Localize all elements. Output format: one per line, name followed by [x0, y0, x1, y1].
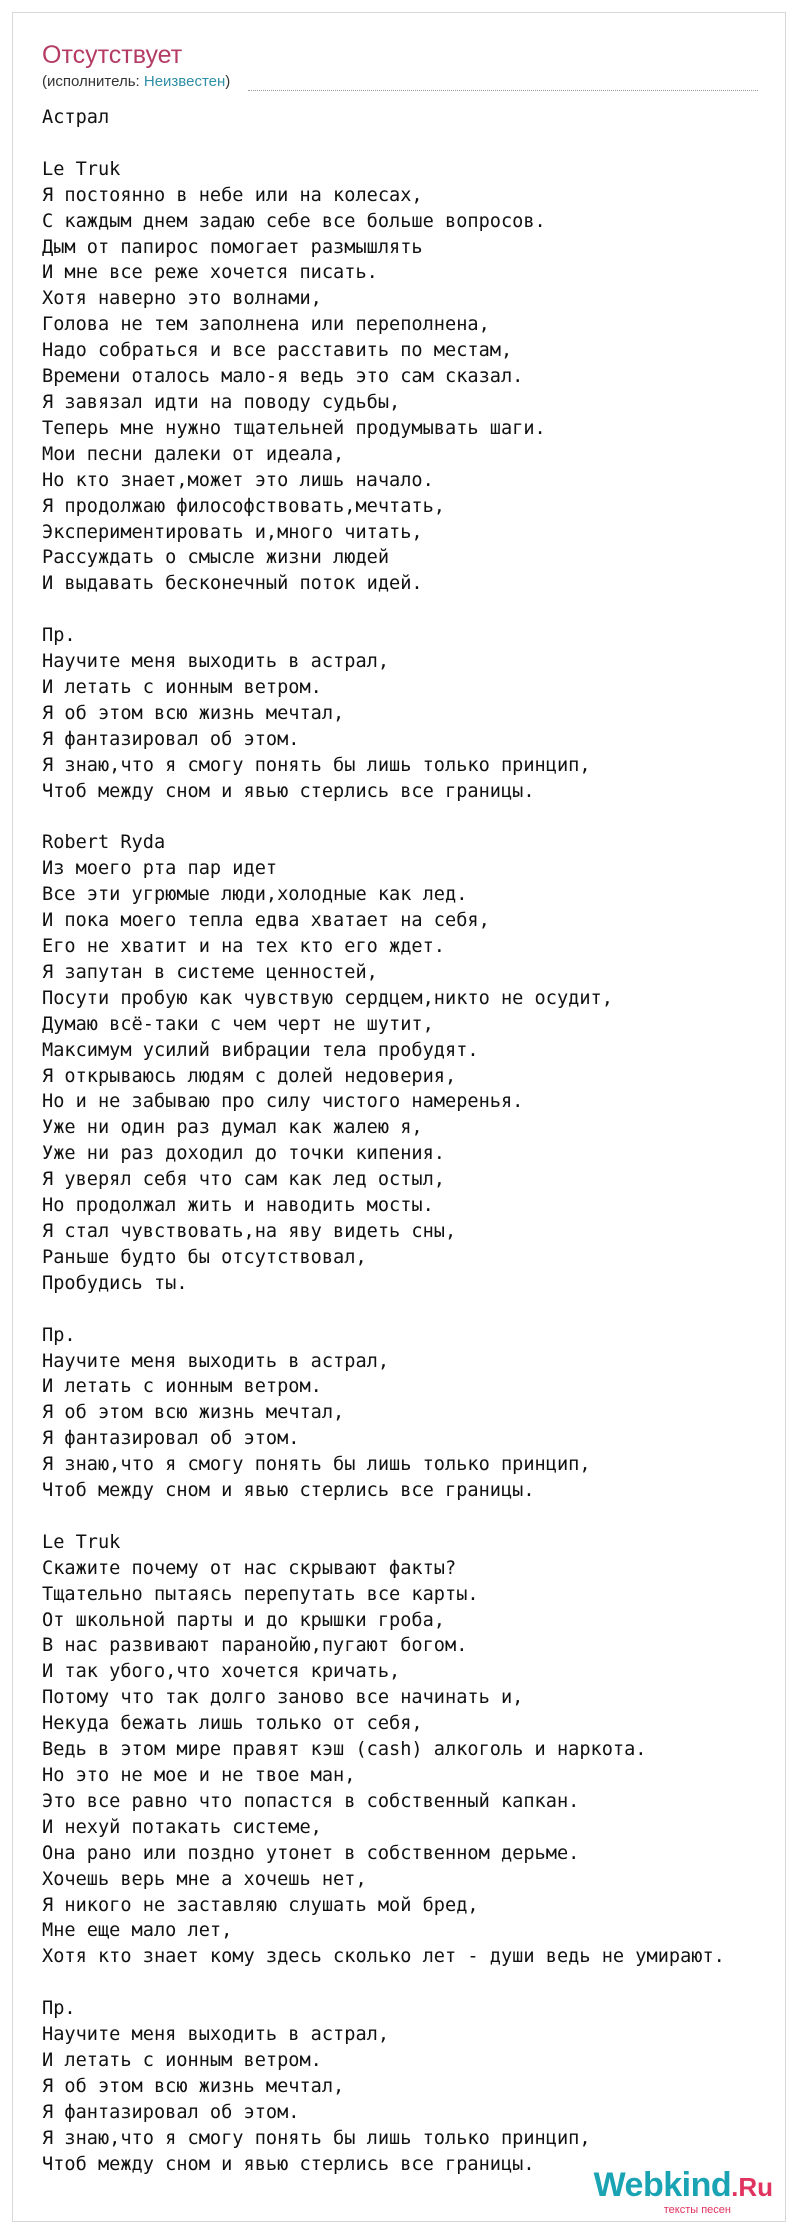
artist-byline — [42, 73, 230, 91]
site-logo[interactable] — [594, 2168, 773, 2216]
byline-prefix: (исполнитель: — [42, 73, 144, 90]
logo-tagline: тексты песен — [663, 2204, 731, 2216]
logo-tld: .Ru — [731, 2172, 773, 2202]
dotted-divider — [248, 90, 758, 91]
artist-link[interactable]: Неизвестен — [143, 73, 226, 90]
lyrics-text: Астрал Le Truk Я постоянно в небе или на колесах, С каждым днем задаю себе все больше вопросов. Дым от папирос помогает размышлять И мне все реже хочется писать. Хотя наверно это волнами, Голова не тем заполнена или переполнена, Надо собраться и все расставить по местам, Времени оталось мало-я ведь это сам сказал. Я завязал идти на поводу судьбы, Теперь мне нужно тщательней продумывать шаги. Мои песни далеки от идеала, Но кто знает,может это лишь начало. Я продолжаю философствовать,мечтать, Экспериментировать и,много читать, Рассуждать о смысле жизни людей И выдавать бесконечный поток идей. Пр. Научите меня выходить в астрал, И летать с ионным ветром. Я об этом всю жизнь мечтал, Я фантазировал об этом. Я знаю,что я смогу понять бы лишь только принцип, Чтоб между сном и явью стерлись все границы. Robert Ryda Из моего рта пар идет Все эти угрюмые люди,холодные как лед. И пока моего тепла едва хватает на себя, Его не хватит и на тех кто его ждет. Я запутан в системе ценностей, Посути пробую как чувствую сердцем,никто не осудит, Думаю всё-таки с чем черт не шутит, Максимум усилий вибрации тела пробудят. Я открываюсь людям с долей недоверия, Но и не забываю про силу чистого намеренья. Уже ни один раз думал как жалею я, Уже ни раз доходил до точки кипения. Я уверял себя что сам как лед остыл, Но продолжал жить и наводить мосты. Я стал чувствовать,на яву видеть сны, Раньше будто бы отсутствовал, Пробудись ты. Пр. Научите меня выходить в астрал, И летать с ионным ветром. Я об этом всю жизнь мечтал, Я фантазировал об этом. Я знаю,что я смогу понять бы лишь только принцип, Чтоб между сном и явью стерлись все границы. Le Truk Скажите почему от нас скрывают факты? Тщательно пытаясь перепутать все карты. От школьной парты и до крышки гроба, В нас развивают паранойю,пугают богом. И так убого,что хочется кричать, Потому что так долго заново все начинать и, Некуда бежать лишь только от себя, Ведь в этом мире правят кэш (cash) алкоголь и наркота. Но это не мое и не твое ман, Это все равно что попастся в собственный капкан. И нехуй потакать системе, Она рано или поздно утонет в собственном дерьме. Хочешь верь мне а хочешь нет, Я никого не заставляю слушать мой бред, Мне еще мало лет, Хотя кто знает кому здесь сколько лет - души ведь не умирают. Пр. Научите меня выходить в астрал, И летать с ионным ветром. Я об этом всю жизнь мечтал, Я фантазировал об этом. Я знаю,что я смогу понять бы лишь только принцип, Чтоб между сном и явью стерлись все границы. — [42, 107, 725, 2175]
logo-brand: Webkind — [593, 2166, 732, 2204]
song-title: Отсутствует — [42, 41, 183, 69]
byline-suffix: ) — [225, 73, 231, 90]
